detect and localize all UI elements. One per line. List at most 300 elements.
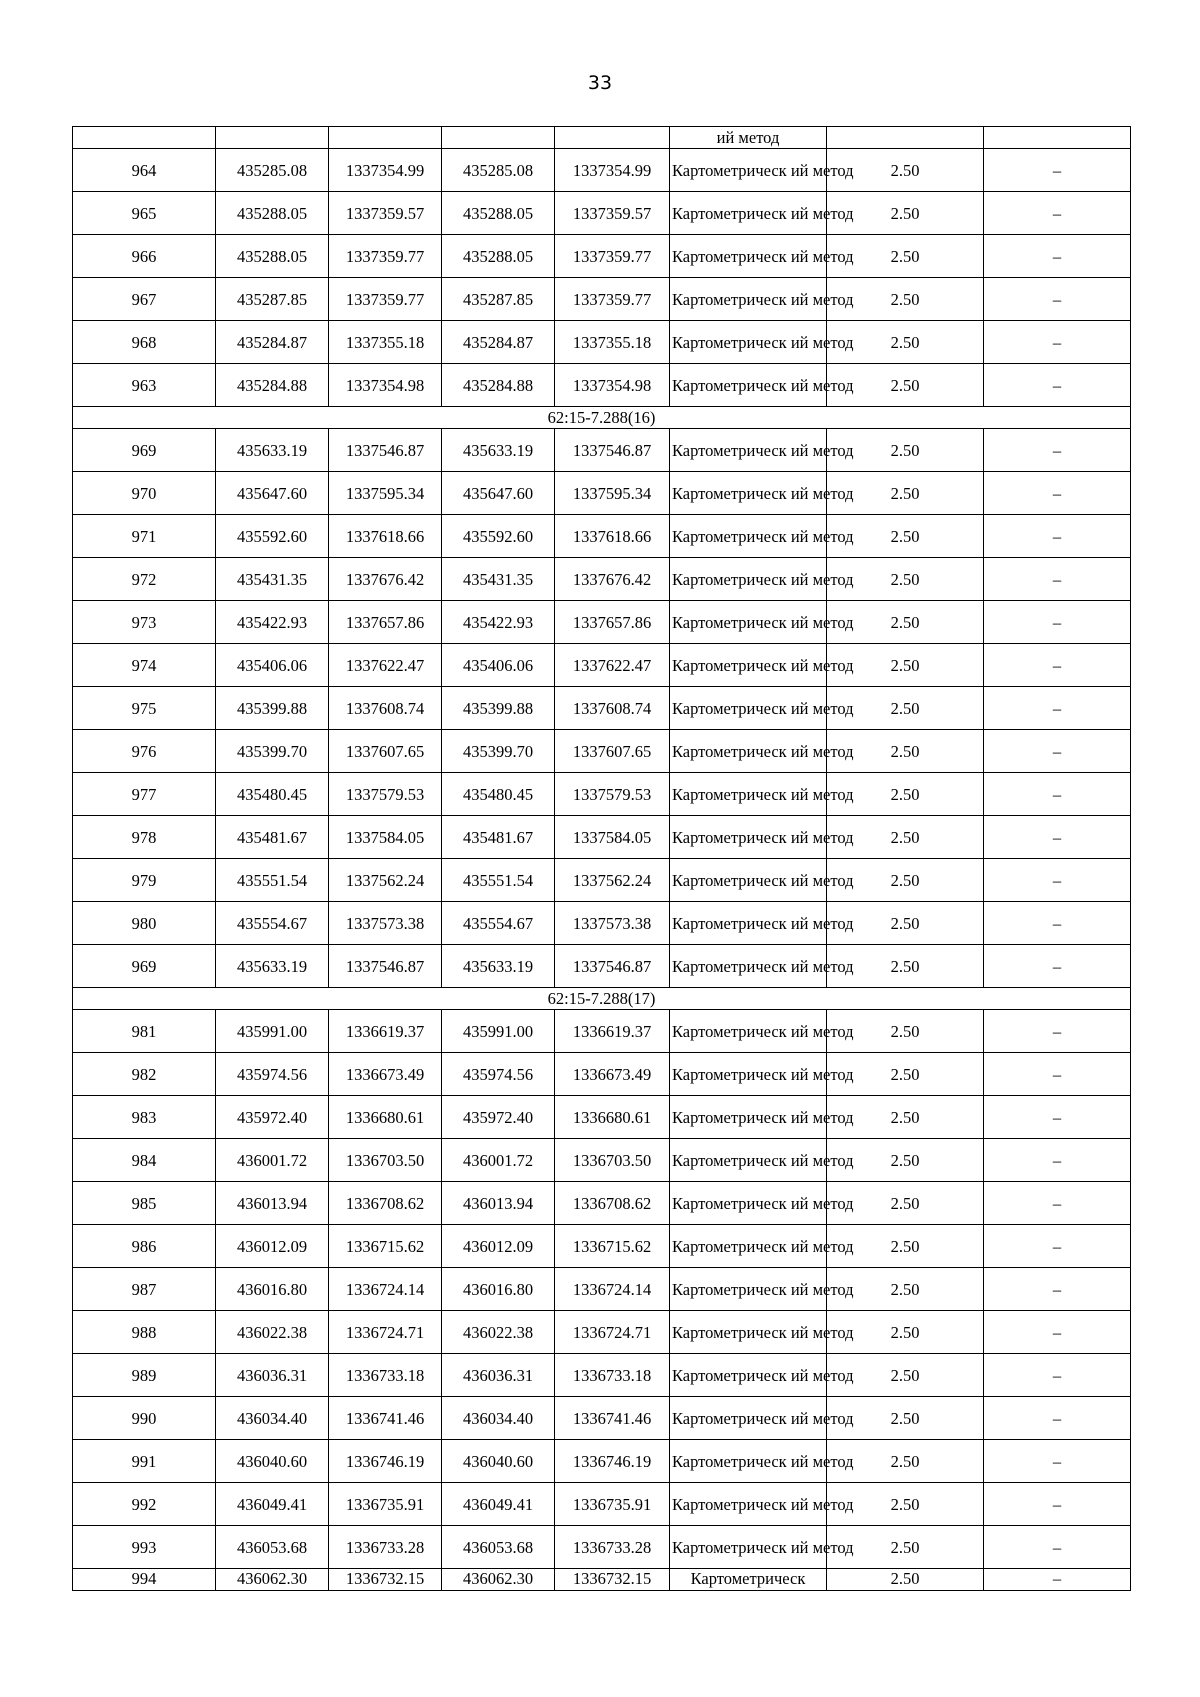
point-number-cell: 976 <box>73 730 216 773</box>
y-coordinate-cell: 1337607.65 <box>329 730 442 773</box>
note-cell: – <box>984 773 1131 816</box>
method-cell: Картометрическ ий метод <box>670 321 827 364</box>
y-coordinate-cell: 1337573.38 <box>329 902 442 945</box>
y-coordinate-cell: 1337359.57 <box>329 192 442 235</box>
table-row <box>73 558 1131 601</box>
table-body <box>73 127 1131 1591</box>
x-coordinate-2-cell: 435287.85 <box>442 278 555 321</box>
note-cell: – <box>984 429 1131 472</box>
y-coordinate-2-cell: 1337618.66 <box>555 515 670 558</box>
accuracy-cell: 2.50 <box>827 601 984 644</box>
y-coordinate-cell: 1337355.18 <box>329 321 442 364</box>
accuracy-cell: 2.50 <box>827 1225 984 1268</box>
y-coordinate-cell: 1336724.71 <box>329 1311 442 1354</box>
accuracy-cell: 2.50 <box>827 1311 984 1354</box>
note-cell: – <box>984 859 1131 902</box>
accuracy-cell: 2.50 <box>827 1053 984 1096</box>
x-coordinate-cell: 435422.93 <box>216 601 329 644</box>
section-header-row <box>73 988 1131 1010</box>
point-number-cell: 971 <box>73 515 216 558</box>
method-cell: Картометрическ ий метод <box>670 1053 827 1096</box>
note-cell: – <box>984 816 1131 859</box>
method-cell: Картометрическ ий метод <box>670 1440 827 1483</box>
x-coordinate-2-cell: 435284.87 <box>442 321 555 364</box>
y-coordinate-2-cell: 1337573.38 <box>555 902 670 945</box>
x-coordinate-2-cell: 435284.88 <box>442 364 555 407</box>
point-number-cell: 978 <box>73 816 216 859</box>
method-cell: Картометрическ ий метод <box>670 1268 827 1311</box>
accuracy-cell: 2.50 <box>827 278 984 321</box>
y-coordinate-cell: 1336746.19 <box>329 1440 442 1483</box>
y-coordinate-cell: 1337359.77 <box>329 235 442 278</box>
note-cell: – <box>984 1139 1131 1182</box>
y-coordinate-cell: 1336619.37 <box>329 1010 442 1053</box>
method-cell: Картометрическ ий метод <box>670 816 827 859</box>
x-coordinate-2-cell: 435592.60 <box>442 515 555 558</box>
note-cell: – <box>984 1010 1131 1053</box>
y-coordinate-2-cell: 1337354.98 <box>555 364 670 407</box>
y-coordinate-cell: 1337354.99 <box>329 149 442 192</box>
accuracy-cell: 2.50 <box>827 687 984 730</box>
note-cell: – <box>984 644 1131 687</box>
x-coordinate-cell: 435551.54 <box>216 859 329 902</box>
y-coordinate-cell: 1337618.66 <box>329 515 442 558</box>
point-number-cell: 974 <box>73 644 216 687</box>
accuracy-cell: 2.50 <box>827 1440 984 1483</box>
x-coordinate-2-cell: 435406.06 <box>442 644 555 687</box>
y-coordinate-2-cell: 1337676.42 <box>555 558 670 601</box>
x-coordinate-cell: 436049.41 <box>216 1483 329 1526</box>
point-number-cell: 968 <box>73 321 216 364</box>
x-coordinate-cell <box>216 127 329 149</box>
y-coordinate-2-cell: 1336735.91 <box>555 1483 670 1526</box>
accuracy-cell: 2.50 <box>827 1182 984 1225</box>
y-coordinate-2-cell: 1337622.47 <box>555 644 670 687</box>
x-coordinate-cell: 435406.06 <box>216 644 329 687</box>
x-coordinate-2-cell: 436001.72 <box>442 1139 555 1182</box>
x-coordinate-2-cell: 435399.88 <box>442 687 555 730</box>
table-row <box>73 1526 1131 1569</box>
x-coordinate-cell: 435633.19 <box>216 945 329 988</box>
x-coordinate-2-cell: 436016.80 <box>442 1268 555 1311</box>
y-coordinate-2-cell: 1337546.87 <box>555 945 670 988</box>
x-coordinate-cell: 435592.60 <box>216 515 329 558</box>
y-coordinate-cell: 1336733.28 <box>329 1526 442 1569</box>
table-row <box>73 278 1131 321</box>
x-coordinate-2-cell: 436049.41 <box>442 1483 555 1526</box>
y-coordinate-cell: 1336732.15 <box>329 1569 442 1591</box>
note-cell <box>984 127 1131 149</box>
method-cell: Картометрическ ий метод <box>670 730 827 773</box>
x-coordinate-cell: 435284.88 <box>216 364 329 407</box>
x-coordinate-cell: 435431.35 <box>216 558 329 601</box>
x-coordinate-cell: 435284.87 <box>216 321 329 364</box>
table-row <box>73 1053 1131 1096</box>
method-cell: Картометрическ ий метод <box>670 859 827 902</box>
y-coordinate-2-cell: 1336703.50 <box>555 1139 670 1182</box>
point-number-cell: 987 <box>73 1268 216 1311</box>
x-coordinate-2-cell: 435431.35 <box>442 558 555 601</box>
point-number-cell: 989 <box>73 1354 216 1397</box>
accuracy-cell: 2.50 <box>827 902 984 945</box>
x-coordinate-cell: 436001.72 <box>216 1139 329 1182</box>
x-coordinate-cell: 436034.40 <box>216 1397 329 1440</box>
point-number-cell: 967 <box>73 278 216 321</box>
accuracy-cell: 2.50 <box>827 730 984 773</box>
x-coordinate-cell: 435285.08 <box>216 149 329 192</box>
table-row <box>73 1354 1131 1397</box>
table-row <box>73 945 1131 988</box>
y-coordinate-2-cell: 1337359.77 <box>555 235 670 278</box>
method-cell: Картометрическ ий метод <box>670 773 827 816</box>
accuracy-cell: 2.50 <box>827 644 984 687</box>
x-coordinate-2-cell: 435647.60 <box>442 472 555 515</box>
note-cell: – <box>984 1268 1131 1311</box>
method-cell: Картометрическ ий метод <box>670 235 827 278</box>
y-coordinate-2-cell: 1336741.46 <box>555 1397 670 1440</box>
x-coordinate-2-cell: 436013.94 <box>442 1182 555 1225</box>
y-coordinate-cell: 1336680.61 <box>329 1096 442 1139</box>
x-coordinate-2-cell: 436012.09 <box>442 1225 555 1268</box>
point-number-cell: 986 <box>73 1225 216 1268</box>
note-cell: – <box>984 515 1131 558</box>
point-number-cell: 964 <box>73 149 216 192</box>
point-number-cell: 965 <box>73 192 216 235</box>
point-number-cell: 984 <box>73 1139 216 1182</box>
table-row <box>73 601 1131 644</box>
x-coordinate-cell: 435991.00 <box>216 1010 329 1053</box>
table-row <box>73 687 1131 730</box>
x-coordinate-cell: 435972.40 <box>216 1096 329 1139</box>
note-cell: – <box>984 1354 1131 1397</box>
x-coordinate-2-cell: 435288.05 <box>442 235 555 278</box>
method-cell: Картометрическ <box>670 1569 827 1591</box>
method-cell: Картометрическ ий метод <box>670 601 827 644</box>
table-row <box>73 364 1131 407</box>
method-cell: Картометрическ ий метод <box>670 1311 827 1354</box>
x-coordinate-cell: 435288.05 <box>216 192 329 235</box>
note-cell: – <box>984 364 1131 407</box>
y-coordinate-cell: 1336741.46 <box>329 1397 442 1440</box>
table-row <box>73 1182 1131 1225</box>
y-coordinate-cell: 1337546.87 <box>329 945 442 988</box>
y-coordinate-cell <box>329 127 442 149</box>
note-cell: – <box>984 1526 1131 1569</box>
y-coordinate-2-cell: 1337607.65 <box>555 730 670 773</box>
y-coordinate-cell: 1337579.53 <box>329 773 442 816</box>
x-coordinate-2-cell: 436034.40 <box>442 1397 555 1440</box>
accuracy-cell: 2.50 <box>827 1569 984 1591</box>
table-row <box>73 1569 1131 1591</box>
y-coordinate-cell: 1337622.47 <box>329 644 442 687</box>
x-coordinate-cell: 435554.67 <box>216 902 329 945</box>
note-cell: – <box>984 730 1131 773</box>
x-coordinate-cell: 435481.67 <box>216 816 329 859</box>
table-row <box>73 1440 1131 1483</box>
y-coordinate-2-cell: 1336619.37 <box>555 1010 670 1053</box>
y-coordinate-2-cell: 1336708.62 <box>555 1182 670 1225</box>
accuracy-cell: 2.50 <box>827 1268 984 1311</box>
x-coordinate-cell: 435974.56 <box>216 1053 329 1096</box>
table-row <box>73 1139 1131 1182</box>
y-coordinate-2-cell: 1336732.15 <box>555 1569 670 1591</box>
note-cell: – <box>984 321 1131 364</box>
table-row <box>73 235 1131 278</box>
accuracy-cell: 2.50 <box>827 816 984 859</box>
table-row <box>73 127 1131 149</box>
table-row <box>73 902 1131 945</box>
x-coordinate-2-cell: 436040.60 <box>442 1440 555 1483</box>
method-cell: Картометрическ ий метод <box>670 1397 827 1440</box>
y-coordinate-2-cell: 1337359.77 <box>555 278 670 321</box>
accuracy-cell: 2.50 <box>827 1096 984 1139</box>
method-cell: Картометрическ ий метод <box>670 558 827 601</box>
x-coordinate-2-cell: 435399.70 <box>442 730 555 773</box>
accuracy-cell: 2.50 <box>827 321 984 364</box>
note-cell: – <box>984 235 1131 278</box>
method-cell: Картометрическ ий метод <box>670 945 827 988</box>
point-number-cell: 963 <box>73 364 216 407</box>
x-coordinate-cell: 436013.94 <box>216 1182 329 1225</box>
y-coordinate-2-cell: 1337359.57 <box>555 192 670 235</box>
accuracy-cell: 2.50 <box>827 1526 984 1569</box>
table-row <box>73 1397 1131 1440</box>
x-coordinate-2-cell: 435480.45 <box>442 773 555 816</box>
y-coordinate-cell: 1337354.98 <box>329 364 442 407</box>
table-row <box>73 1311 1131 1354</box>
x-coordinate-cell: 436012.09 <box>216 1225 329 1268</box>
x-coordinate-2-cell: 435991.00 <box>442 1010 555 1053</box>
y-coordinate-2-cell: 1336724.71 <box>555 1311 670 1354</box>
x-coordinate-cell: 436022.38 <box>216 1311 329 1354</box>
point-number-cell: 985 <box>73 1182 216 1225</box>
x-coordinate-2-cell: 435633.19 <box>442 945 555 988</box>
section-label: 62:15-7.288(17) <box>73 988 1131 1010</box>
note-cell: – <box>984 1483 1131 1526</box>
table-row <box>73 472 1131 515</box>
method-cell: Картометрическ ий метод <box>670 1096 827 1139</box>
point-number-cell: 992 <box>73 1483 216 1526</box>
x-coordinate-cell: 435480.45 <box>216 773 329 816</box>
table-row <box>73 773 1131 816</box>
accuracy-cell: 2.50 <box>827 1139 984 1182</box>
x-coordinate-2-cell: 435288.05 <box>442 192 555 235</box>
point-number-cell: 994 <box>73 1569 216 1591</box>
method-cell: Картометрическ ий метод <box>670 902 827 945</box>
y-coordinate-cell: 1336715.62 <box>329 1225 442 1268</box>
x-coordinate-2-cell: 436022.38 <box>442 1311 555 1354</box>
note-cell: – <box>984 1182 1131 1225</box>
note-cell: – <box>984 472 1131 515</box>
table-row <box>73 515 1131 558</box>
note-cell: – <box>984 902 1131 945</box>
accuracy-cell: 2.50 <box>827 945 984 988</box>
table-row <box>73 321 1131 364</box>
point-number-cell: 969 <box>73 429 216 472</box>
x-coordinate-2-cell: 436062.30 <box>442 1569 555 1591</box>
point-number-cell: 977 <box>73 773 216 816</box>
note-cell: – <box>984 1569 1131 1591</box>
y-coordinate-2-cell: 1337355.18 <box>555 321 670 364</box>
method-cell: Картометрическ ий метод <box>670 1139 827 1182</box>
accuracy-cell: 2.50 <box>827 235 984 278</box>
accuracy-cell: 2.50 <box>827 1483 984 1526</box>
x-coordinate-cell: 436062.30 <box>216 1569 329 1591</box>
x-coordinate-2-cell: 435972.40 <box>442 1096 555 1139</box>
accuracy-cell: 2.50 <box>827 472 984 515</box>
y-coordinate-cell: 1336673.49 <box>329 1053 442 1096</box>
y-coordinate-2-cell: 1337657.86 <box>555 601 670 644</box>
point-number-cell: 980 <box>73 902 216 945</box>
point-number-cell: 975 <box>73 687 216 730</box>
x-coordinate-cell: 435288.05 <box>216 235 329 278</box>
point-number-cell: 970 <box>73 472 216 515</box>
accuracy-cell <box>827 127 984 149</box>
note-cell: – <box>984 192 1131 235</box>
x-coordinate-cell: 436016.80 <box>216 1268 329 1311</box>
method-cell: Картометрическ ий метод <box>670 687 827 730</box>
method-cell: Картометрическ ий метод <box>670 1182 827 1225</box>
point-number-cell: 981 <box>73 1010 216 1053</box>
y-coordinate-cell: 1337359.77 <box>329 278 442 321</box>
method-cell: Картометрическ ий метод <box>670 644 827 687</box>
point-number-cell: 969 <box>73 945 216 988</box>
y-coordinate-cell: 1336724.14 <box>329 1268 442 1311</box>
y-coordinate-2-cell: 1337546.87 <box>555 429 670 472</box>
x-coordinate-2-cell: 436053.68 <box>442 1526 555 1569</box>
page-number: 33 <box>587 72 613 94</box>
accuracy-cell: 2.50 <box>827 558 984 601</box>
method-cell: Картометрическ ий метод <box>670 149 827 192</box>
method-cell: Картометрическ ий метод <box>670 364 827 407</box>
x-coordinate-cell: 435287.85 <box>216 278 329 321</box>
note-cell: – <box>984 601 1131 644</box>
section-label: 62:15-7.288(16) <box>73 407 1131 429</box>
y-coordinate-2-cell: 1336746.19 <box>555 1440 670 1483</box>
x-coordinate-cell: 436040.60 <box>216 1440 329 1483</box>
y-coordinate-2-cell: 1337579.53 <box>555 773 670 816</box>
method-cell: ий метод <box>670 127 827 149</box>
x-coordinate-2-cell: 435481.67 <box>442 816 555 859</box>
y-coordinate-2-cell: 1336715.62 <box>555 1225 670 1268</box>
y-coordinate-2-cell: 1336680.61 <box>555 1096 670 1139</box>
table-row <box>73 730 1131 773</box>
table-row <box>73 1010 1131 1053</box>
method-cell: Картометрическ ий метод <box>670 1526 827 1569</box>
accuracy-cell: 2.50 <box>827 515 984 558</box>
x-coordinate-2-cell: 435974.56 <box>442 1053 555 1096</box>
method-cell: Картометрическ ий метод <box>670 1225 827 1268</box>
method-cell: Картометрическ ий метод <box>670 1010 827 1053</box>
accuracy-cell: 2.50 <box>827 429 984 472</box>
x-coordinate-cell: 435647.60 <box>216 472 329 515</box>
x-coordinate-2-cell: 435551.54 <box>442 859 555 902</box>
note-cell: – <box>984 1225 1131 1268</box>
x-coordinate-2-cell: 435422.93 <box>442 601 555 644</box>
method-cell: Картометрическ ий метод <box>670 278 827 321</box>
y-coordinate-2-cell: 1336673.49 <box>555 1053 670 1096</box>
method-cell: Картометрическ ий метод <box>670 1354 827 1397</box>
table-row <box>73 1483 1131 1526</box>
x-coordinate-2-cell: 435633.19 <box>442 429 555 472</box>
accuracy-cell: 2.50 <box>827 1354 984 1397</box>
note-cell: – <box>984 1053 1131 1096</box>
y-coordinate-2-cell: 1337608.74 <box>555 687 670 730</box>
note-cell: – <box>984 278 1131 321</box>
table-row <box>73 429 1131 472</box>
table-row <box>73 149 1131 192</box>
method-cell: Картометрическ ий метод <box>670 472 827 515</box>
method-cell: Картометрическ ий метод <box>670 429 827 472</box>
y-coordinate-2-cell: 1337584.05 <box>555 816 670 859</box>
y-coordinate-cell: 1337546.87 <box>329 429 442 472</box>
coordinates-table <box>72 126 1131 1591</box>
point-number-cell: 990 <box>73 1397 216 1440</box>
y-coordinate-2-cell <box>555 127 670 149</box>
y-coordinate-2-cell: 1337562.24 <box>555 859 670 902</box>
x-coordinate-cell: 436053.68 <box>216 1526 329 1569</box>
y-coordinate-cell: 1337562.24 <box>329 859 442 902</box>
point-number-cell: 983 <box>73 1096 216 1139</box>
note-cell: – <box>984 558 1131 601</box>
y-coordinate-2-cell: 1336724.14 <box>555 1268 670 1311</box>
accuracy-cell: 2.50 <box>827 1010 984 1053</box>
x-coordinate-cell: 436036.31 <box>216 1354 329 1397</box>
y-coordinate-cell: 1336733.18 <box>329 1354 442 1397</box>
point-number-cell: 979 <box>73 859 216 902</box>
table-row <box>73 859 1131 902</box>
point-number-cell <box>73 127 216 149</box>
y-coordinate-2-cell: 1336733.28 <box>555 1526 670 1569</box>
y-coordinate-cell: 1336703.50 <box>329 1139 442 1182</box>
x-coordinate-2-cell: 436036.31 <box>442 1354 555 1397</box>
accuracy-cell: 2.50 <box>827 192 984 235</box>
point-number-cell: 988 <box>73 1311 216 1354</box>
table-row <box>73 192 1131 235</box>
y-coordinate-cell: 1337584.05 <box>329 816 442 859</box>
table-row <box>73 1225 1131 1268</box>
accuracy-cell: 2.50 <box>827 364 984 407</box>
note-cell: – <box>984 1440 1131 1483</box>
table-row <box>73 644 1131 687</box>
x-coordinate-cell: 435399.88 <box>216 687 329 730</box>
point-number-cell: 966 <box>73 235 216 278</box>
x-coordinate-2-cell <box>442 127 555 149</box>
table-row <box>73 816 1131 859</box>
y-coordinate-2-cell: 1337595.34 <box>555 472 670 515</box>
method-cell: Картометрическ ий метод <box>670 1483 827 1526</box>
point-number-cell: 982 <box>73 1053 216 1096</box>
table-row <box>73 1268 1131 1311</box>
x-coordinate-2-cell: 435554.67 <box>442 902 555 945</box>
accuracy-cell: 2.50 <box>827 149 984 192</box>
accuracy-cell: 2.50 <box>827 773 984 816</box>
y-coordinate-cell: 1337608.74 <box>329 687 442 730</box>
accuracy-cell: 2.50 <box>827 1397 984 1440</box>
section-header-row <box>73 407 1131 429</box>
y-coordinate-2-cell: 1337354.99 <box>555 149 670 192</box>
point-number-cell: 972 <box>73 558 216 601</box>
point-number-cell: 993 <box>73 1526 216 1569</box>
note-cell: – <box>984 945 1131 988</box>
method-cell: Картометрическ ий метод <box>670 515 827 558</box>
point-number-cell: 991 <box>73 1440 216 1483</box>
note-cell: – <box>984 687 1131 730</box>
x-coordinate-cell: 435633.19 <box>216 429 329 472</box>
x-coordinate-cell: 435399.70 <box>216 730 329 773</box>
x-coordinate-2-cell: 435285.08 <box>442 149 555 192</box>
accuracy-cell: 2.50 <box>827 859 984 902</box>
